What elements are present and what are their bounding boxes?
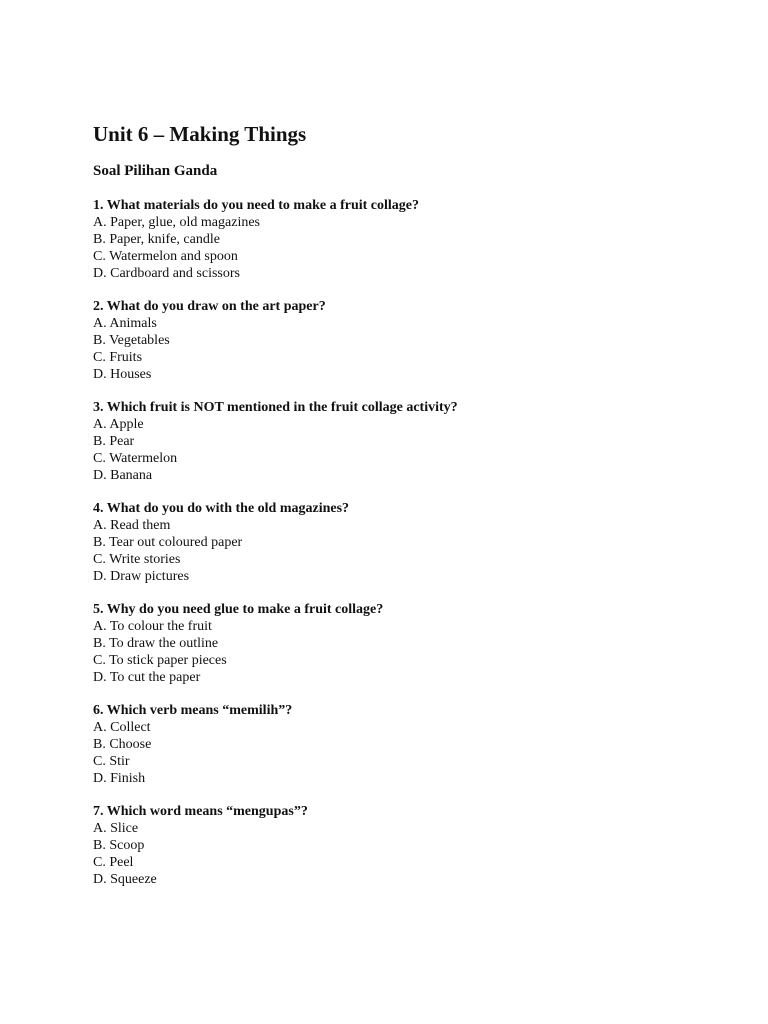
question-text: 2. What do you draw on the art paper? xyxy=(93,299,326,314)
question-1 xyxy=(93,197,728,282)
option-a: A. Collect xyxy=(93,720,151,735)
option-a: A. Paper, glue, old magazines xyxy=(93,215,261,230)
option-b: B. Scoop xyxy=(93,838,145,853)
section-subtitle: Soal Pilihan Ganda xyxy=(93,163,218,179)
question-3 xyxy=(93,399,728,484)
question-4 xyxy=(93,500,728,585)
question-6 xyxy=(93,702,728,787)
option-c: C. Stir xyxy=(93,754,130,769)
page-title: Unit 6 – Making Things xyxy=(93,122,307,146)
question-text: 4. What do you do with the old magazines? xyxy=(93,501,350,516)
option-b: B. Choose xyxy=(93,737,152,752)
question-list xyxy=(93,197,728,888)
option-a: A. Apple xyxy=(93,417,144,432)
option-a: A. Slice xyxy=(93,821,139,836)
option-a: A. To colour the fruit xyxy=(93,619,212,634)
question-text: 7. Which word means “mengupas”? xyxy=(93,804,308,819)
option-d: D. To cut the paper xyxy=(93,670,201,685)
question-5 xyxy=(93,601,728,686)
question-7 xyxy=(93,803,728,888)
option-c: C. Peel xyxy=(93,855,134,870)
question-text: 5. Why do you need glue to make a fruit collage? xyxy=(93,602,384,617)
option-c: C. Write stories xyxy=(93,552,181,567)
document-page xyxy=(93,120,728,904)
question-text: 1. What materials do you need to make a fruit collage? xyxy=(93,198,419,213)
option-d: D. Banana xyxy=(93,468,153,483)
option-a: A. Animals xyxy=(93,316,157,331)
option-d: D. Cardboard and scissors xyxy=(93,266,240,281)
option-b: B. Vegetables xyxy=(93,333,170,348)
question-text: 3. Which fruit is NOT mentioned in the fruit collage activity? xyxy=(93,400,458,415)
question-text: 6. Which verb means “memilih”? xyxy=(93,703,293,718)
option-a: A. Read them xyxy=(93,518,171,533)
option-c: C. Fruits xyxy=(93,350,143,365)
option-b: B. Paper, knife, candle xyxy=(93,232,220,247)
option-c: C. Watermelon xyxy=(93,451,178,466)
option-c: C. To stick paper pieces xyxy=(93,653,227,668)
option-b: B. To draw the outline xyxy=(93,636,219,651)
option-d: D. Draw pictures xyxy=(93,569,190,584)
option-b: B. Pear xyxy=(93,434,135,449)
option-d: D. Houses xyxy=(93,367,152,382)
option-b: B. Tear out coloured paper xyxy=(93,535,243,550)
option-c: C. Watermelon and spoon xyxy=(93,249,238,264)
question-2 xyxy=(93,298,728,383)
option-d: D. Finish xyxy=(93,771,146,786)
option-d: D. Squeeze xyxy=(93,872,157,887)
